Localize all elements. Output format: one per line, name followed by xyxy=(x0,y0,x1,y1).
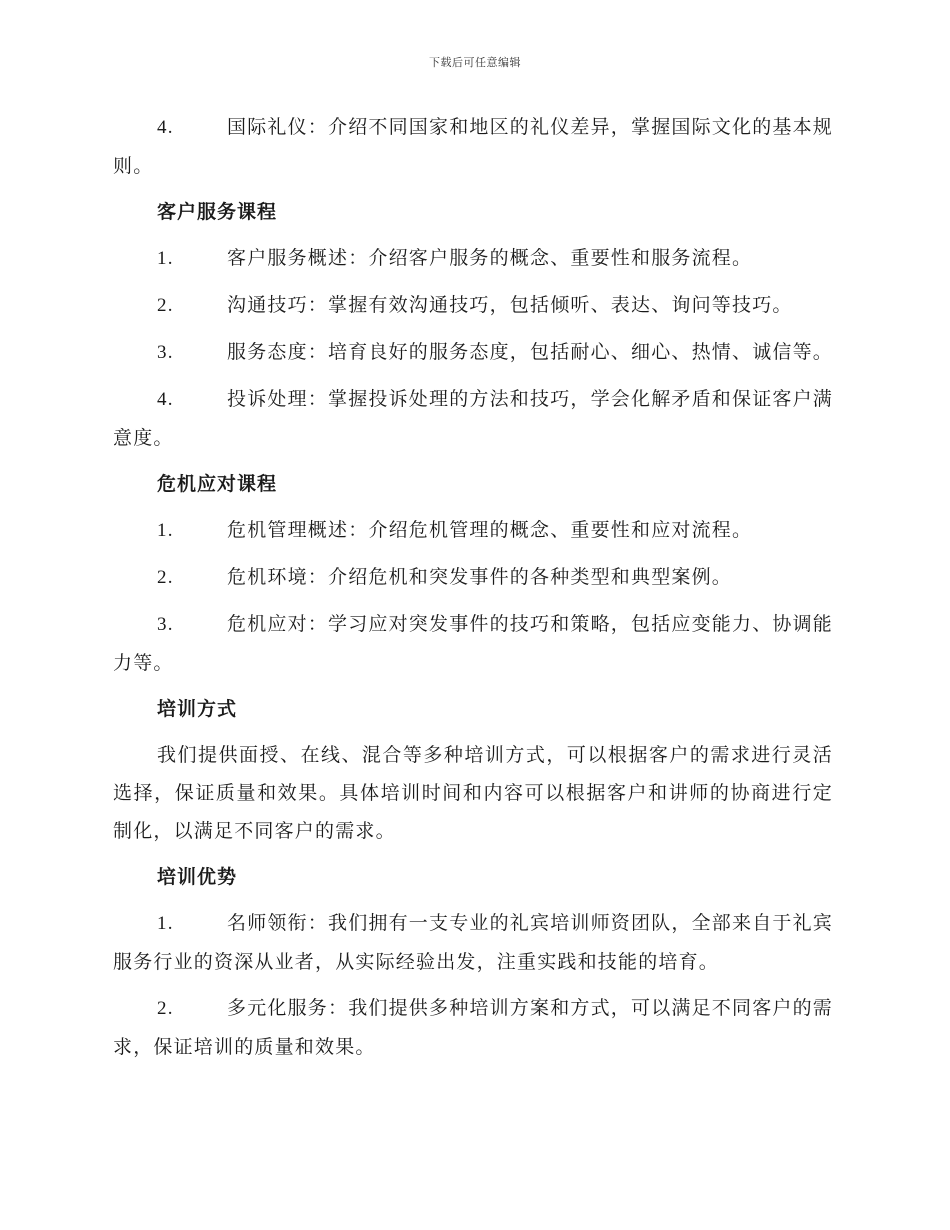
item-number: 1. xyxy=(157,520,174,541)
list-item xyxy=(113,333,833,372)
list-item xyxy=(113,989,833,1066)
item-text: 危机应对：学习应对突发事件的技巧和策略，包括应变能力、协调能力等。 xyxy=(113,613,834,674)
paragraph-training-method: 我们提供面授、在线、混合等多种培训方式，可以根据客户的需求进行灵活选择，保证质量和效果。具体培训时间和内容可以根据客户和讲师的协商进行定制化，以满足不同客户的需求。 xyxy=(113,744,833,842)
list-item xyxy=(113,380,833,457)
item-number: 2. xyxy=(157,998,174,1019)
section-heading-crisis: 危机应对课程 xyxy=(157,473,278,495)
item-number: 2. xyxy=(157,567,174,588)
item-number: 1. xyxy=(157,248,174,269)
section-heading-training-advantage: 培训优势 xyxy=(157,866,238,888)
list-item xyxy=(113,605,833,682)
item-text: 多元化服务：我们提供多种培训方案和方式，可以满足不同客户的需求，保证培训的质量和效果。 xyxy=(113,997,834,1058)
item-text: 投诉处理：掌握投诉处理的方法和技巧，学会化解矛盾和保证客户满意度。 xyxy=(113,388,834,449)
item-text: 名师领衔：我们拥有一支专业的礼宾培训师资团队，全部来自于礼宾服务行业的资深从业者，从实际经验出发，注重实践和技能的培育。 xyxy=(113,912,834,973)
list-item xyxy=(113,239,833,278)
item-text: 沟通技巧：掌握有效沟通技巧，包括倾听、表达、询问等技巧。 xyxy=(227,294,793,316)
item-number: 1. xyxy=(157,913,174,934)
item-text: 危机管理概述：介绍危机管理的概念、重要性和应对流程。 xyxy=(227,519,753,541)
item-text: 危机环境：介绍危机和突发事件的各种类型和典型案例。 xyxy=(227,566,733,588)
list-item xyxy=(113,904,833,981)
list-item xyxy=(113,511,833,550)
item-text: 服务态度：培育良好的服务态度，包括耐心、细心、热情、诚信等。 xyxy=(227,341,834,363)
section-heading-training-method: 培训方式 xyxy=(157,698,238,720)
item-number: 3. xyxy=(157,342,174,363)
item-number: 2. xyxy=(157,295,174,316)
list-item xyxy=(113,558,833,597)
list-item xyxy=(113,286,833,325)
list-item xyxy=(113,108,833,185)
item-text: 客户服务概述：介绍客户服务的概念、重要性和服务流程。 xyxy=(227,247,753,269)
item-text: 国际礼仪：介绍不同国家和地区的礼仪差异，掌握国际文化的基本规则。 xyxy=(113,116,834,177)
item-number: 4. xyxy=(157,117,174,138)
document-body xyxy=(113,108,833,1074)
item-number: 4. xyxy=(157,389,174,410)
page-header: 下载后可任意编辑 xyxy=(429,56,521,69)
item-number: 3. xyxy=(157,614,174,635)
section-heading-customer-service: 客户服务课程 xyxy=(157,201,278,223)
